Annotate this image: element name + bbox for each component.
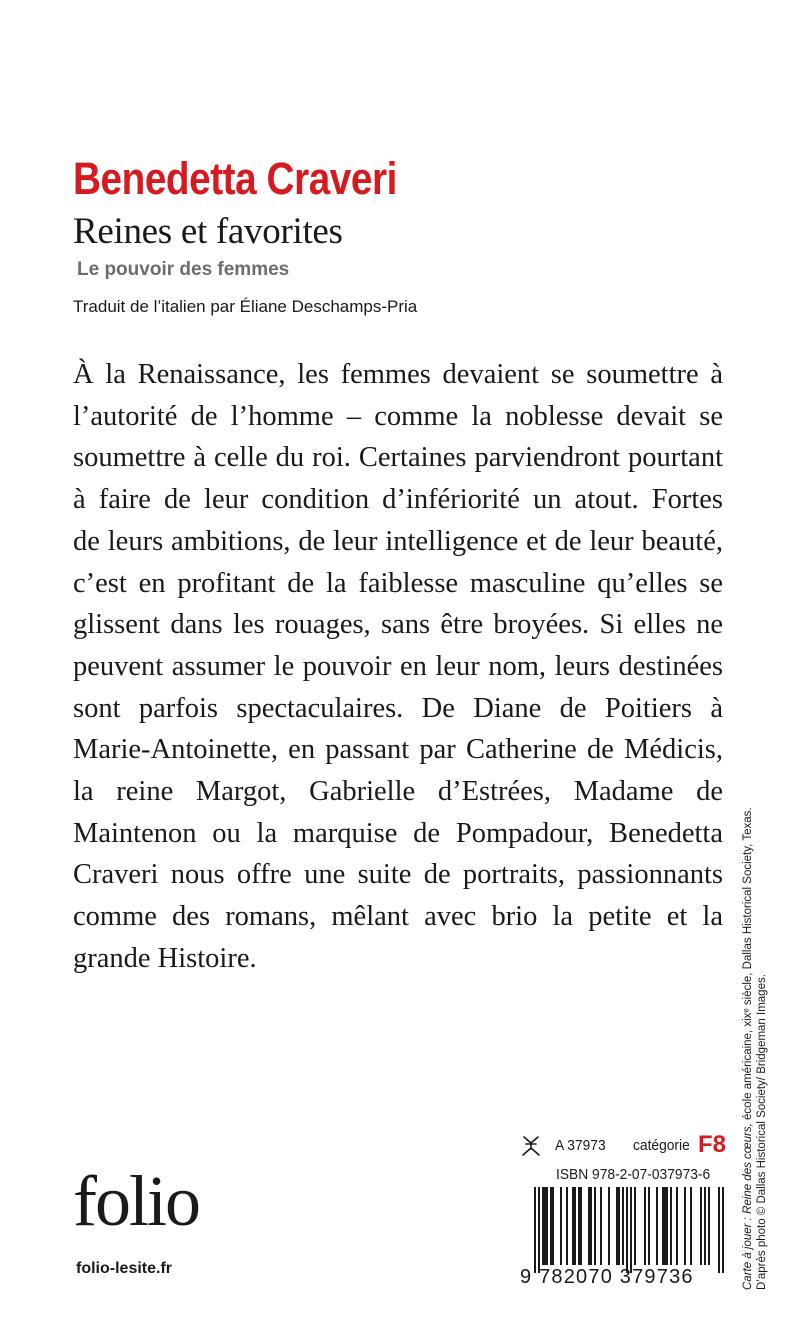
barcode-bar bbox=[542, 1187, 544, 1265]
barcode-bar bbox=[662, 1187, 664, 1265]
category-value: F8 bbox=[698, 1131, 727, 1158]
barcode-bar bbox=[534, 1187, 536, 1273]
barcode-bar bbox=[616, 1187, 618, 1265]
barcode-bar bbox=[578, 1187, 580, 1265]
barcode-bar bbox=[566, 1187, 568, 1265]
author-name: Benedetta Craveri bbox=[73, 153, 397, 204]
blurb-line: comme des romans, mêlant avec brio la petite et la bbox=[73, 901, 723, 933]
barcode-digits: 9 782070 379736 bbox=[520, 1266, 694, 1288]
blurb-line: glissent dans les rouages, sans être broyées. Si elles ne bbox=[73, 609, 723, 641]
barcode-bar bbox=[722, 1187, 724, 1273]
blurb-line: peuvent assumer le pouvoir en leur nom, leurs destinées bbox=[73, 650, 723, 682]
catalog-code: A 37973 bbox=[555, 1137, 606, 1154]
barcode-bar bbox=[664, 1187, 666, 1265]
blurb-line: Maintenon ou la marquise de Pompadour, Benedetta bbox=[73, 817, 723, 849]
barcode-bar bbox=[580, 1187, 582, 1265]
barcode-bar bbox=[544, 1187, 546, 1265]
barcode-bar bbox=[700, 1187, 702, 1265]
blurb-line: Marie-Antoinette, en passant par Catherine de Médicis, bbox=[73, 734, 723, 766]
gallimard-emblem-icon bbox=[520, 1135, 542, 1157]
barcode-bar bbox=[626, 1187, 628, 1273]
barcode-bar bbox=[644, 1187, 646, 1265]
barcode-bar bbox=[560, 1187, 562, 1265]
credit-italic: Carte à jouer : Reine des cœurs, bbox=[742, 1123, 754, 1290]
category-row bbox=[520, 1131, 727, 1159]
barcode-bar bbox=[708, 1187, 710, 1265]
barcode-bar bbox=[572, 1187, 574, 1265]
barcode-bar bbox=[690, 1187, 692, 1265]
barcode-bar bbox=[608, 1187, 610, 1265]
barcode-bar bbox=[656, 1187, 658, 1265]
barcode-bar bbox=[718, 1187, 720, 1273]
barcode-bar bbox=[648, 1187, 650, 1265]
blurb-line: à faire de leur condition d’infériorité un atout. Fortes bbox=[73, 484, 723, 516]
barcode-bar bbox=[684, 1187, 686, 1265]
folio-logo: folio bbox=[73, 1161, 199, 1241]
blurb-line: la reine Margot, Gabrielle d’Estrées, Madame de bbox=[73, 776, 723, 808]
barcode-bar bbox=[550, 1187, 552, 1265]
translator-credit: Traduit de l’italien par Éliane Deschamps-Pria bbox=[73, 297, 418, 316]
barcode-bar bbox=[676, 1187, 678, 1265]
credit-line: D’après photo © Dallas Historical Society/ Bridgeman Images. bbox=[756, 974, 768, 1290]
category-label: catégorie bbox=[633, 1137, 690, 1154]
blurb-line: de leurs ambitions, de leur intelligence et de leur beauté, bbox=[73, 525, 723, 557]
credit-line bbox=[741, 807, 755, 1290]
image-credits bbox=[741, 807, 769, 1290]
blurb-line: sont parfois spectaculaires. De Diane de Poitiers à bbox=[73, 692, 723, 724]
blurb-line: À la Renaissance, les femmes devaient se soumettre à bbox=[73, 359, 723, 390]
barcode-bar bbox=[704, 1187, 706, 1265]
barcode-bar bbox=[670, 1187, 672, 1265]
blurb bbox=[73, 354, 723, 980]
barcode-bar bbox=[594, 1187, 596, 1265]
book-title: Reines et favorites bbox=[73, 211, 343, 252]
barcode-bar bbox=[546, 1187, 548, 1265]
barcode-bar bbox=[618, 1187, 620, 1265]
blurb-line: Craveri nous offre une suite de portraits, passionnants bbox=[73, 859, 723, 891]
barcode-bar bbox=[538, 1187, 540, 1273]
barcode-bar bbox=[600, 1187, 602, 1265]
blurb-line: grande Histoire. bbox=[73, 942, 257, 974]
barcode-bar bbox=[622, 1187, 624, 1265]
barcode-bar bbox=[630, 1187, 632, 1273]
barcode-bar bbox=[588, 1187, 590, 1265]
barcode-bar bbox=[590, 1187, 592, 1265]
blurb-line: soumettre à celle du roi. Certaines parviendront pourtant bbox=[73, 442, 723, 474]
book-subtitle: Le pouvoir des femmes bbox=[77, 259, 290, 280]
credit-rest: école américaine, xixᵉ siècle, Dallas Historical Society, Texas. bbox=[742, 807, 754, 1124]
blurb-line: l’autorité de l’homme – comme la noblesse devait se bbox=[73, 400, 723, 432]
blurb-line: c’est en profitant de la faiblesse masculine qu’elles se bbox=[73, 567, 723, 599]
barcode-bar bbox=[666, 1187, 668, 1265]
barcode-bar bbox=[552, 1187, 554, 1265]
barcode-bar bbox=[634, 1187, 636, 1265]
barcode-bar bbox=[574, 1187, 576, 1265]
isbn: ISBN 978-2-07-037973-6 bbox=[556, 1166, 711, 1183]
publisher-website: folio-lesite.fr bbox=[76, 1260, 173, 1277]
